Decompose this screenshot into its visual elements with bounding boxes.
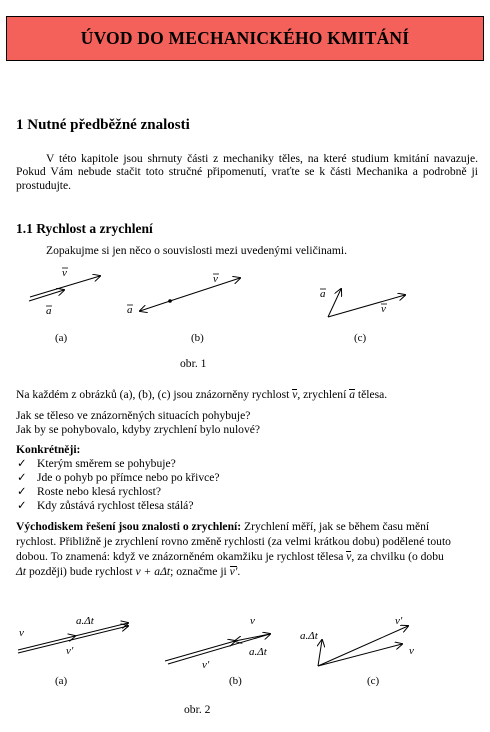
check-icon: ✓ bbox=[17, 457, 27, 470]
check-icon: ✓ bbox=[17, 499, 27, 512]
velocity-symbol: v bbox=[292, 388, 298, 401]
acceleration-vector-arrow bbox=[140, 301, 170, 311]
basis-line-1: Východiskem řešení jsou znalosti o zrychlení: Zrychlení měří, jak se během času mění bbox=[16, 520, 430, 533]
new-velocity-symbol: v′ bbox=[229, 565, 238, 578]
panel-label-c: (c) bbox=[354, 332, 367, 344]
vector-label-adt: a.Δt bbox=[76, 615, 94, 627]
checklist-item: ✓ Jde o pohyb po přímce nebo po křivce? bbox=[17, 471, 220, 484]
figure-1 bbox=[0, 262, 490, 372]
figure-1-panel-b bbox=[127, 273, 240, 344]
specific-heading: Konkrétněji: bbox=[16, 443, 81, 456]
acceleration-symbol: a bbox=[349, 388, 355, 401]
figure-2 bbox=[0, 608, 490, 693]
vector-label-a: a bbox=[46, 305, 52, 317]
velocity-symbol: v bbox=[346, 550, 352, 563]
vector-label-v: v bbox=[381, 303, 386, 315]
check-icon: ✓ bbox=[17, 471, 27, 484]
figure-2-panel-c bbox=[300, 615, 414, 687]
basis-line-4: Δt později) bude rychlost v + aΔt; označme ji v′. bbox=[16, 565, 241, 578]
panel-label-a: (a) bbox=[55, 332, 68, 344]
vector-label-vprime: v′ bbox=[66, 645, 74, 657]
panel-label-a: (a) bbox=[55, 675, 68, 687]
basis-line-2: rychlost. Přibližně je zrychlení rovno změně rychlosti (za velmi krátkou dobu) podělené touto bbox=[16, 535, 451, 548]
acceleration-dt-vector-arrow bbox=[318, 640, 322, 666]
question-2: Jak by se pohybovalo, kdyby zrychlení bylo nulové? bbox=[16, 423, 261, 436]
checklist-item: ✓ Kterým směrem se pohybuje? bbox=[17, 457, 176, 470]
document-title: ÚVOD DO MECHANICKÉHO KMITÁNÍ bbox=[80, 28, 410, 48]
acceleration-dt-vector-arrow bbox=[235, 634, 270, 641]
new-velocity-vector-arrow bbox=[165, 641, 235, 661]
figure-1-panel-c bbox=[320, 288, 405, 344]
velocity-vector-arrow bbox=[30, 276, 100, 297]
vector-label-vprime: v′ bbox=[202, 659, 210, 671]
vector-label-vprime: v′ bbox=[395, 615, 403, 627]
figure-1-panel-a bbox=[29, 267, 100, 344]
section-heading: 1 Nutné předběžné znalosti bbox=[16, 117, 190, 133]
panel-label-b: (b) bbox=[229, 675, 242, 687]
vector-label-a: a bbox=[127, 304, 133, 316]
figure-2-panel-b bbox=[165, 615, 270, 687]
figure-2-caption: obr. 2 bbox=[184, 703, 211, 716]
acceleration-vector-arrow bbox=[328, 289, 341, 317]
checklist-item: ✓ Roste nebo klesá rychlost? bbox=[17, 485, 161, 498]
vector-label-adt: a.Δt bbox=[249, 646, 267, 658]
subsection-heading: 1.1 Rychlost a zrychlení bbox=[16, 221, 153, 236]
figure-2-panel-a bbox=[18, 615, 128, 687]
document-banner bbox=[6, 16, 484, 61]
velocity-vector-arrow bbox=[328, 295, 405, 317]
vector-label-v: v bbox=[19, 627, 24, 639]
vector-label-v: v bbox=[62, 267, 67, 279]
recap-text: Zopakujme si jen něco o souvislosti mezi uvedenými veličinami. bbox=[46, 244, 348, 257]
vector-label-v: v bbox=[213, 273, 218, 285]
vector-label-v: v bbox=[409, 645, 414, 657]
check-icon: ✓ bbox=[17, 485, 27, 498]
panel-label-b: (b) bbox=[191, 332, 204, 344]
velocity-expression: v + aΔt bbox=[135, 565, 171, 578]
velocity-vector-arrow bbox=[170, 278, 240, 301]
figure-1-caption: obr. 1 bbox=[180, 357, 207, 370]
vector-label-adt: a.Δt bbox=[300, 630, 318, 642]
intro-paragraph: V této kapitole jsou shrnuty části z mechaniky těles, na které studium kmitání navazuje. Pokud Vám nebude stačit toto stručné připomenutí, vraťte se k části Mechanika a podrobně ji prostudujte. bbox=[16, 152, 478, 192]
checklist-item: ✓ Kdy zůstává rychlost tělesa stálá? bbox=[17, 499, 194, 512]
question-1: Jak se těleso ve znázorněných situacích pohybuje? bbox=[16, 409, 251, 422]
vector-label-a: a bbox=[320, 288, 326, 300]
basis-line-3: dobou. To znamená: když ve znázorněném okamžiku je rychlost tělesa v, za chvilku (o dobu bbox=[16, 550, 444, 563]
shown-sentence: Na každém z obrázků (a), (b), (c) jsou znázorněny rychlost v, zrychlení a tělesa. bbox=[16, 388, 388, 401]
vector-label-v: v bbox=[250, 615, 255, 627]
body-point bbox=[168, 299, 172, 303]
panel-label-c: (c) bbox=[367, 675, 380, 687]
